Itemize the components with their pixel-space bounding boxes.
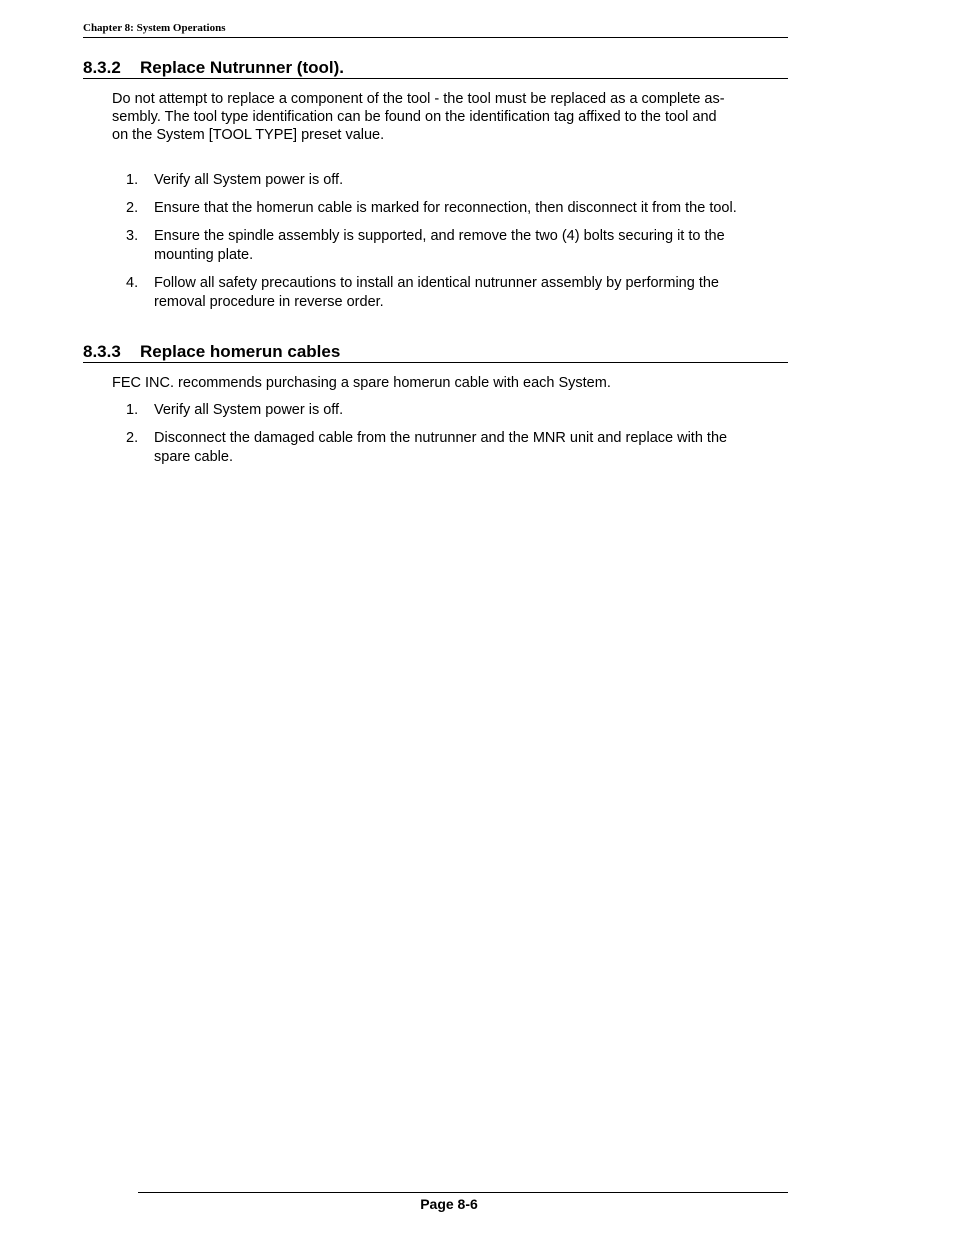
- step-line: spare cable.: [154, 449, 233, 465]
- step-number: 2.: [126, 430, 139, 446]
- list-item: [83, 171, 794, 190]
- section-heading: [83, 341, 788, 363]
- step-number: 3.: [126, 228, 139, 244]
- page-header: [83, 22, 788, 38]
- step-line: Follow all safety precautions to install an identical nutrunner assembly by performing the: [154, 275, 719, 291]
- intro-line: on the System [TOOL TYPE] preset value.: [112, 127, 385, 143]
- list-item: [83, 274, 794, 312]
- list-item: [83, 401, 794, 420]
- section-intro: [112, 90, 772, 144]
- intro-line: FEC INC. recommends purchasing a spare homerun cable with each System.: [112, 375, 611, 391]
- step-line: removal procedure in reverse order.: [154, 294, 384, 310]
- steps-list: [83, 171, 788, 312]
- chapter-title: Chapter 8: System Operations: [83, 22, 226, 34]
- list-item: [83, 227, 794, 265]
- list-item: [83, 429, 794, 467]
- section-number: 8.3.2: [83, 58, 121, 77]
- step-number: 4.: [126, 275, 139, 291]
- section-intro: [112, 374, 772, 392]
- page-number: Page 8-6: [420, 1196, 478, 1212]
- step-line: Ensure that the homerun cable is marked for reconnection, then disconnect it from the tool.: [154, 200, 737, 216]
- intro-line: sembly. The tool type identification can be found on the identification tag affixed to the tool and: [112, 109, 717, 125]
- step-line: Disconnect the damaged cable from the nutrunner and the MNR unit and replace with the: [154, 430, 728, 446]
- intro-line: Do not attempt to replace a component of the tool - the tool must be replaced as a complete as-: [112, 91, 725, 107]
- step-line: Verify all System power is off.: [154, 172, 344, 188]
- section-heading: [83, 57, 788, 79]
- step-line: mounting plate.: [154, 247, 254, 263]
- step-number: 1.: [126, 402, 139, 418]
- step-number: 2.: [126, 200, 139, 216]
- step-number: 1.: [126, 172, 139, 188]
- step-line: Ensure the spindle assembly is supported, and remove the two (4) bolts securing it to the: [154, 228, 725, 244]
- section-title: Replace Nutrunner (tool).: [140, 58, 345, 77]
- list-item: [83, 199, 794, 218]
- steps-list: [83, 401, 788, 467]
- page-footer: [138, 1192, 788, 1214]
- step-line: Verify all System power is off.: [154, 402, 344, 418]
- section-number: 8.3.3: [83, 342, 121, 361]
- section-title: Replace homerun cables: [140, 342, 341, 361]
- section-replace-homerun-cables: [83, 341, 788, 476]
- section-replace-nutrunner: [83, 57, 788, 321]
